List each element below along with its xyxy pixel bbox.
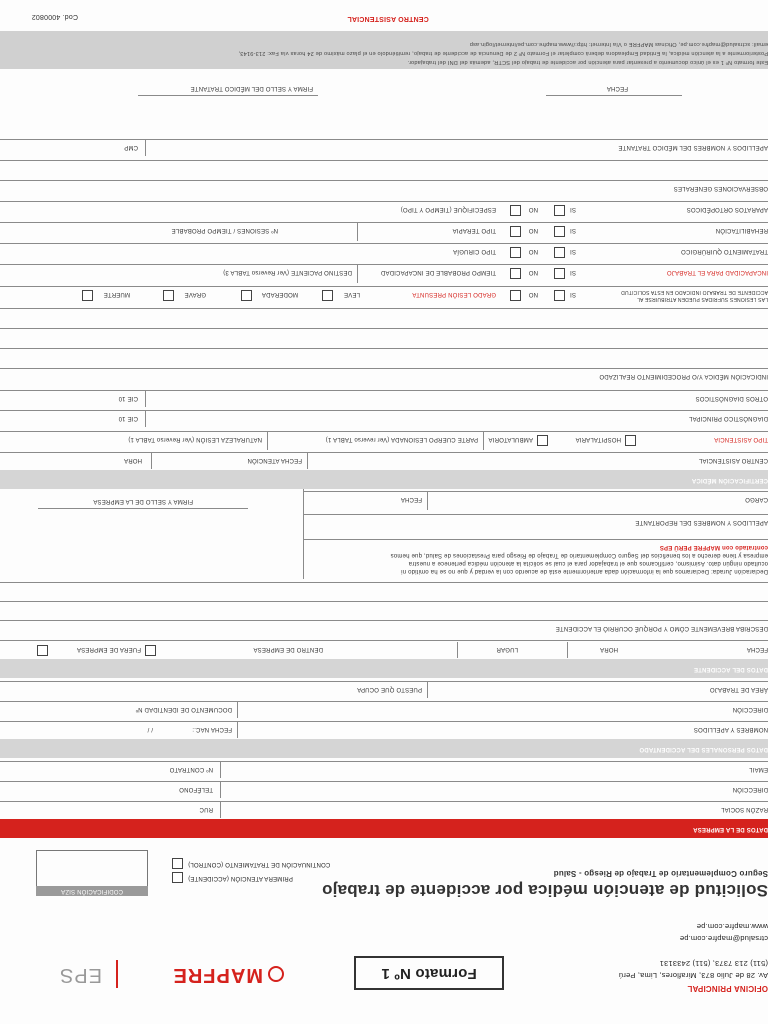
footer-note-line-3: email: sctrsalud@mapfre.com.pe, Oficinas MAPFRE o Vía Internet: http://www.mapfre.com.pe/internet/login.asp: [469, 41, 768, 47]
hospital-label: HOSPITALARIA: [575, 436, 621, 442]
rehab-line: [0, 222, 768, 223]
rehab-si-label: SI: [569, 227, 576, 233]
section-medical-title: CERTIFICACIÓN MÉDICA: [691, 477, 768, 483]
section-injured-title: DATOS PERSONALES DEL ACCIDENTADO: [639, 746, 768, 752]
lesion-nature-divider: [267, 432, 268, 450]
reporter-name-label: APELLIDOS Y NOMBRES DEL REPORTANTE: [635, 519, 768, 525]
doctor-signature-label: FIRMA Y SELLO DEL MÉDICO TRATANTE: [190, 85, 313, 91]
grade-muerte-label: MUERTE: [103, 291, 130, 297]
footer-medical-center: CENTRO ASISTENCIAL: [347, 15, 429, 22]
rehab-si-checkbox[interactable]: [554, 226, 565, 237]
orthopedic-si-checkbox[interactable]: [554, 205, 565, 216]
describe-line-3: [0, 582, 768, 583]
full-name-line: [0, 721, 768, 722]
cie1-label: CIE 10: [118, 415, 138, 421]
attributable-label-1: LAS LESIONES SUFRIDAS PUEDEN ATRIBUIRSE AL: [636, 296, 768, 302]
surgery-line: [0, 243, 768, 244]
grade-muerte-checkbox[interactable]: [82, 290, 93, 301]
surgery-no-label: NO: [528, 248, 538, 254]
report-date-label: FECHA: [400, 496, 422, 502]
attributable-si-checkbox[interactable]: [554, 290, 565, 301]
office-phones: (511) 213 7373, (511) 2433131: [659, 959, 768, 968]
section-medical-band: [0, 470, 768, 489]
form-subtitle: Seguro Complementario de Trabajo de Riesgo - Salud: [553, 869, 768, 878]
document-label: DOCUMENTO DE IDENTIDAD Nº: [135, 706, 232, 712]
lesion-grade-label: GRADO LESIÓN PRESUNTA: [412, 291, 496, 297]
brand-suffix: EPS: [58, 964, 102, 986]
office-web: www.mapfre.com.pe: [696, 922, 768, 931]
format-number-label: Formato Nº 1: [381, 965, 477, 982]
company-email-line: [0, 761, 768, 762]
main-diagnosis-line: [0, 410, 768, 411]
outside-company-label: FUERA DE EMPRESA: [76, 646, 141, 652]
first-attention-label: PRIMERA ATENCIÓN (ACCIDENTE): [188, 875, 293, 881]
phone-divider: [220, 782, 221, 798]
razon-social-label: RAZÓN SOCIAL: [720, 806, 768, 812]
doctor-date-line: [546, 95, 682, 96]
orthopedic-si-label: SI: [569, 206, 576, 212]
injured-address-line: [0, 701, 768, 702]
accident-date-line: [0, 640, 768, 641]
grade-moderada-checkbox[interactable]: [241, 290, 252, 301]
incapacity-time-label: TIEMPO PROBABLE DE INCAPACIDAD: [380, 269, 496, 275]
orthopedic-line: [0, 201, 768, 202]
attributable-si-label: SI: [569, 291, 576, 297]
contract-label: Nº CONTRATO: [169, 766, 213, 772]
attributable-no-checkbox[interactable]: [510, 290, 521, 301]
cmp-divider: [145, 140, 146, 156]
incapacity-si-checkbox[interactable]: [554, 268, 565, 279]
incapacity-no-checkbox[interactable]: [510, 268, 521, 279]
company-address-label: DIRECCIÓN: [732, 786, 768, 792]
full-name-label: NOMBRES Y APELLIDOS: [693, 726, 768, 732]
continuation-checkbox[interactable]: [172, 858, 183, 869]
form-title: Solicitud de atención médica por accidente de trabajo: [321, 881, 768, 900]
describe-line-2: [0, 601, 768, 602]
doctor-name-line: [0, 139, 768, 140]
medical-center-label: CENTRO ASISTENCIAL: [698, 457, 768, 463]
rehab-label: REHABILITACIÓN: [715, 227, 768, 233]
declaration-line-4: contratado con MAPFRE PERÚ EPS: [659, 544, 768, 550]
company-phone-label: TELÉFONO: [179, 786, 213, 792]
indication-line-3: [0, 328, 768, 329]
inside-company-checkbox[interactable]: [145, 645, 156, 656]
section-injured-band: [0, 739, 768, 758]
indication-line-4: [0, 308, 768, 309]
company-signature-label: FIRMA Y SELLO DE LA EMPRESA: [93, 498, 193, 504]
attributable-label-2: ACCIDENTE DE TRABAJO INDICADO EN ESTA SOLICITUD: [620, 289, 768, 295]
therapy-type-label: TIPO TERAPIA: [452, 227, 496, 233]
grade-grave-checkbox[interactable]: [163, 290, 174, 301]
section-accident-band: [0, 659, 768, 678]
office-title: OFICINA PRINCIPAL: [687, 984, 768, 993]
contract-divider: [220, 762, 221, 778]
attributable-no-label: NO: [528, 291, 538, 297]
injured-address-label: DIRECCIÓN: [732, 706, 768, 712]
sessions-label: Nº SESIONES / TIEMPO PROBABLE: [171, 227, 278, 233]
main-diagnosis-label: DIAGNÓSTICO PRINCIPAL: [688, 415, 768, 421]
birthdate-label: FECHA NAC.:: [192, 726, 232, 732]
section-accident-title: DATOS DEL ACCIDENTE: [693, 666, 768, 672]
observations-line-1: [0, 180, 768, 181]
brand-divider: [116, 960, 118, 988]
rehab-no-label: NO: [528, 227, 538, 233]
continuation-label: CONTINUACIÓN DE TRATAMIENTO (CONTROL): [188, 861, 331, 867]
work-area-label: ÁREA DE TRABAJO: [709, 686, 768, 692]
incapacity-label: INCAPACIDAD PARA EL TRABAJO: [666, 269, 768, 275]
attention-hour-label: HORA: [123, 457, 142, 463]
attention-hour-divider: [151, 453, 152, 469]
surgery-si-checkbox[interactable]: [554, 247, 565, 258]
declaration-line-1: Declaración Jurada: Declaramos que la información dada anteriormente está de acuerdo con la verdad y que no se ha omitido ni: [401, 568, 768, 574]
orthopedic-no-checkbox[interactable]: [510, 205, 521, 216]
indication-line-1: [0, 368, 768, 369]
doctor-date-label: FECHA: [606, 85, 628, 91]
office-email: ctrsalud@mapfre.com.pe: [679, 934, 768, 943]
inside-company-label: DENTRO DE EMPRESA: [253, 646, 323, 652]
attributable-line: [0, 286, 768, 287]
office-address: Av. 28 de Julio 873, Miraflores, Lima, Perú: [618, 971, 768, 980]
reporter-position-line: [304, 491, 768, 492]
incapacity-line: [0, 264, 768, 265]
accident-date-label: FECHA: [746, 646, 768, 652]
describe-line-1: [0, 620, 768, 621]
doctor-name-label: APELLIDOS Y NOMBRES DEL MÉDICO TRATANTE: [618, 144, 768, 150]
cie2-divider: [145, 391, 146, 407]
razon-social-line: [0, 801, 768, 802]
orthopedic-no-label: NO: [528, 206, 538, 212]
other-diagnosis-line: [0, 390, 768, 391]
body-part-divider: [483, 432, 484, 450]
birthdate-divider: [237, 722, 238, 738]
footer-note-text: [8, 39, 768, 66]
observations-line-2: [0, 160, 768, 161]
company-address-line: [0, 781, 768, 782]
brand-name: MAPFRE: [172, 964, 263, 986]
attention-date-divider: [307, 453, 308, 469]
footer-note-line-1: Este formato Nº 1 es el único documento a presentar para atención por accidente de trabajo del SCTR, además del DNI del trabajador.: [407, 59, 768, 65]
medical-indication-label: INDICACIÓN MÉDICA Y/O PROCEDIMIENTO REALIZADO: [599, 373, 768, 379]
position-label: PUESTO QUE OCUPA: [357, 686, 422, 692]
section-company-band: [0, 819, 768, 838]
surgery-label: TRATAMIENTO QUIRÚRGICO: [680, 248, 768, 254]
incapacity-no-label: NO: [528, 269, 538, 275]
rehab-no-checkbox[interactable]: [510, 226, 521, 237]
ambulatory-checkbox[interactable]: [537, 435, 548, 446]
sessions-divider: [357, 223, 358, 241]
orthopedic-specify-label: ESPECIFIQUE (TIEMPO Y TIPO): [400, 206, 496, 212]
grade-grave-label: GRAVE: [184, 291, 206, 297]
mapfre-logo-icon: [268, 966, 284, 982]
hospital-checkbox[interactable]: [625, 435, 636, 446]
work-area-line: [0, 681, 768, 682]
cie2-label: CIE 10: [118, 395, 138, 401]
grade-leve-label: LEVE: [343, 291, 360, 297]
grade-moderada-label: MODERADA: [261, 291, 298, 297]
orthopedic-label: APARATOS ORTOPÉDICOS: [686, 206, 768, 212]
surgery-si-label: SI: [569, 248, 576, 254]
declaration-bottom-line: [304, 539, 768, 540]
sworn-declaration: [298, 543, 768, 575]
assistance-type-line: [0, 431, 768, 432]
form-code: Cod. 4000802: [31, 13, 78, 20]
reporter-name-line: [304, 514, 768, 515]
doctor-signature-line: [138, 95, 318, 96]
attention-date-label: FECHA ATENCIÓN: [247, 457, 302, 463]
indication-line-2: [0, 348, 768, 349]
company-signature-line: [38, 508, 248, 509]
ruc-divider: [220, 802, 221, 818]
body-part-label: PARTE CUERPO LESIONADA (Ver reverso TABLA 1): [325, 436, 478, 442]
birthdate-slashes: / /: [147, 726, 153, 732]
other-diagnosis-label: OTROS DIAGNÓSTICOS: [695, 395, 768, 401]
footer-note-line-2: Posteriormente a la atención médica, la Entidad Empleadora deberá completar el Formato Nº 2 de Denuncia de accidente de trabajo, remitiéndolo en el plazo máximo de 24 horas vía Fax: 213-9143,: [238, 50, 768, 56]
lesion-nature-label: NATURALEZA LESIÓN (Ver Reverso TABLA 1): [128, 436, 262, 442]
grade-leve-checkbox[interactable]: [322, 290, 333, 301]
cie1-divider: [145, 411, 146, 427]
destination-divider: [357, 265, 358, 283]
declaration-line-2: ocultado ningún dato. Asimismo, certificamos que el trabajador para el cual se solicita la atención médica pertenece a nuestra: [408, 560, 768, 566]
accident-place-label: LUGAR: [496, 646, 518, 652]
accident-hour-divider: [567, 642, 568, 658]
surgery-type-label: TIPO CIRUGÍA: [452, 248, 496, 254]
company-email-label: EMAIL: [748, 766, 768, 772]
codification-label: CODIFICACIÓN SIZA: [60, 888, 124, 894]
surgery-no-checkbox[interactable]: [510, 247, 521, 258]
report-date-divider: [427, 492, 428, 510]
accident-place-divider: [457, 642, 458, 658]
outside-company-checkbox[interactable]: [37, 645, 48, 656]
section-company-title: DATOS DE LA EMPRESA: [692, 826, 768, 832]
assistance-type-label: TIPO ASISTENCIA: [713, 436, 768, 442]
first-attention-checkbox[interactable]: [172, 872, 183, 883]
medical-center-line: [0, 452, 768, 453]
accident-hour-label: HORA: [599, 646, 618, 652]
ambulatory-label: AMBULATORIA: [488, 436, 533, 442]
incapacity-si-label: SI: [569, 269, 576, 275]
patient-destination-label: DESTINO PACIENTE (Ver Reverso TABLA 3): [223, 269, 352, 275]
declaration-line-3: empresa y tiene derecho a los beneficios del Seguro Complementario de Trabajo de Riesgo para Prestaciones de Salud, que hemos: [390, 552, 768, 558]
observations-label: OBSERVACIONES GENERALES: [673, 185, 768, 191]
document-divider: [237, 702, 238, 718]
describe-accident-label: DESCRIBA BREVEMENTE CÓMO Y PORQUÉ OCURRIÓ EL ACCIDENTE: [555, 625, 768, 631]
position-divider: [427, 682, 428, 698]
reporter-position-label: CARGO: [744, 496, 768, 502]
ruc-label: RUC: [199, 806, 213, 812]
company-signature-divider: [303, 479, 304, 579]
cmp-label: CMP: [124, 144, 138, 150]
